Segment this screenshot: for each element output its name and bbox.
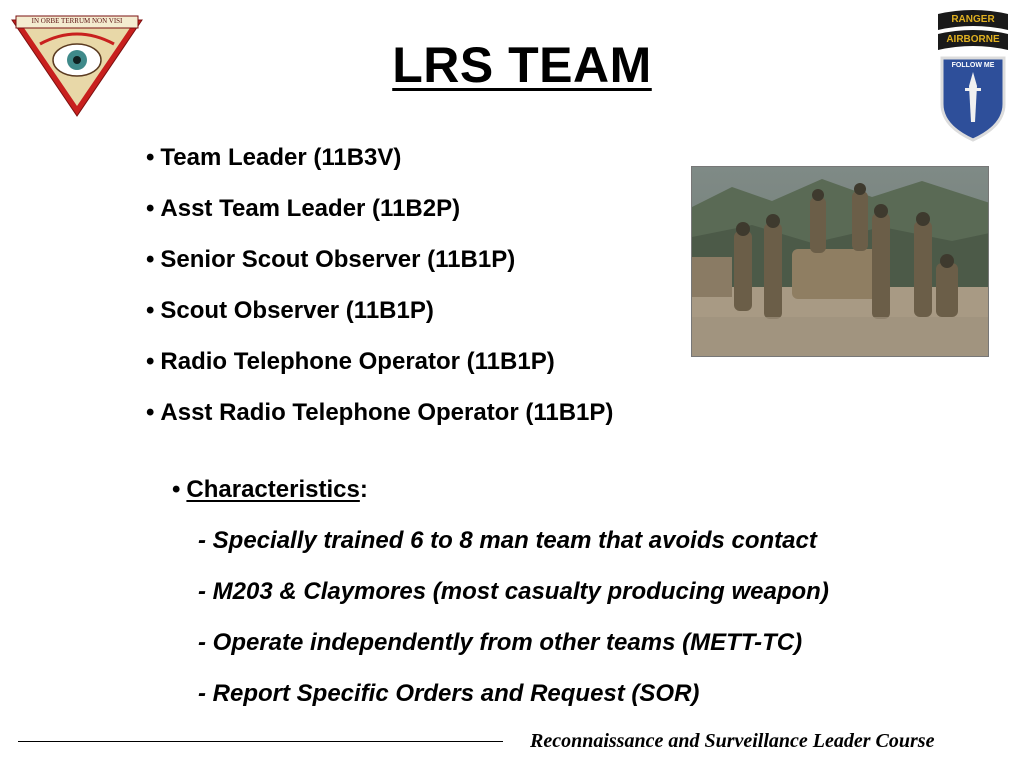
role-item	[146, 348, 555, 376]
role-text: Asst Radio Telephone Operator (11B1P)	[160, 399, 614, 426]
characteristic-item: - M203 & Claymores (most casualty producing weapon)	[198, 578, 829, 605]
footer-course-name: Reconnaissance and Surveillance Leader Course	[530, 730, 935, 752]
logo-motto: IN ORBE TERRUM NON VISI	[31, 17, 123, 25]
bullet-icon: •	[172, 476, 181, 503]
role-text: Radio Telephone Operator (11B1P)	[160, 348, 555, 375]
role-item	[146, 195, 460, 223]
role-item	[146, 246, 515, 274]
airborne-tab-text: AIRBORNE	[946, 34, 1000, 45]
characteristics-heading	[172, 476, 368, 504]
characteristics-heading-text: Characteristics	[186, 476, 360, 503]
bullet-icon: •	[146, 144, 155, 171]
bullet-icon: •	[146, 246, 155, 273]
heading-colon: :	[359, 476, 368, 503]
role-item	[146, 297, 434, 325]
bullet-icon: •	[146, 297, 155, 324]
characteristic-item: - Operate independently from other teams (METT-TC)	[198, 629, 803, 656]
bullet-icon: •	[146, 399, 155, 426]
role-item	[146, 399, 613, 427]
team-photo	[691, 166, 989, 357]
shield-motto: FOLLOW ME	[951, 62, 995, 69]
slide-title-text: LRS TEAM	[392, 37, 652, 93]
slide-title	[0, 36, 1024, 94]
role-text: Scout Observer (11B1P)	[160, 297, 434, 324]
bullet-icon: •	[146, 348, 155, 375]
ranger-tab-text: RANGER	[951, 14, 995, 25]
role-item	[146, 144, 401, 172]
characteristic-item: - Specially trained 6 to 8 man team that avoids contact	[198, 527, 817, 554]
bullet-icon: •	[146, 195, 155, 222]
role-text: Senior Scout Observer (11B1P)	[160, 246, 516, 273]
role-text: Team Leader (11B3V)	[160, 144, 402, 171]
characteristic-item: - Report Specific Orders and Request (SOR)	[198, 680, 700, 707]
role-text: Asst Team Leader (11B2P)	[160, 195, 461, 222]
footer-divider	[18, 741, 503, 742]
